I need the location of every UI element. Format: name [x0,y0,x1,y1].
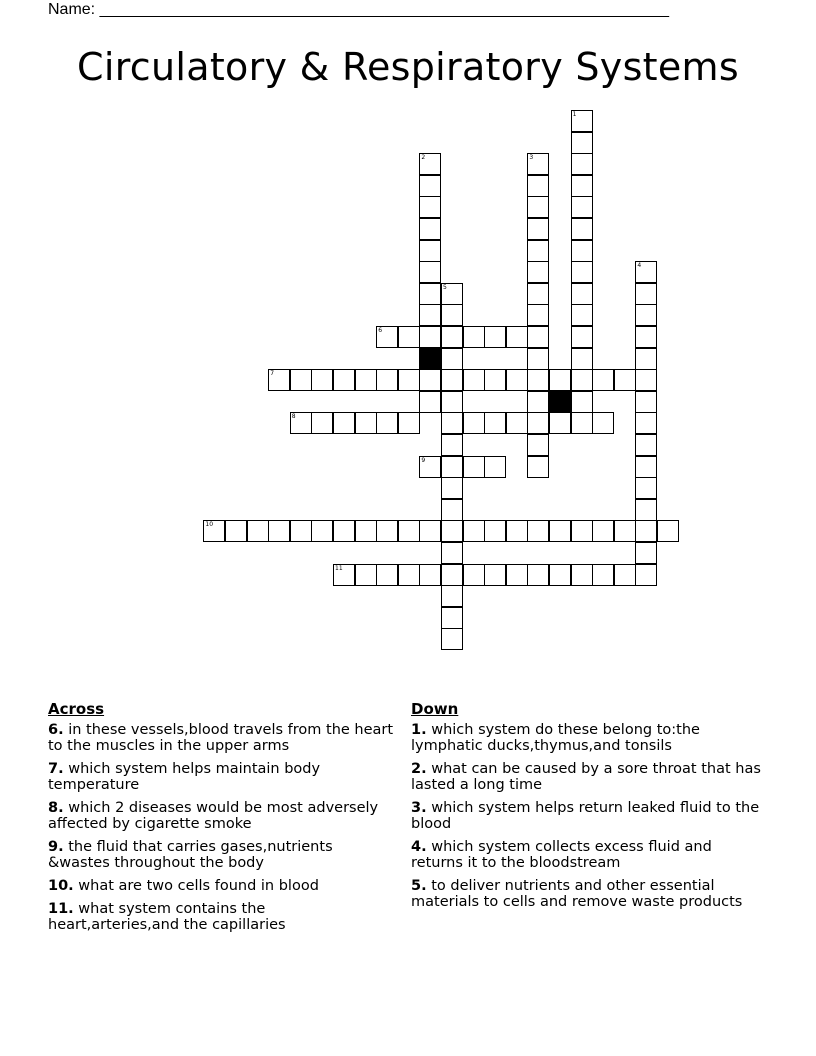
grid-cell[interactable] [290,520,312,542]
grid-cell[interactable] [635,261,657,283]
grid-cell[interactable] [311,369,333,391]
grid-cell[interactable] [419,240,441,262]
across-clue [48,901,398,933]
grid-cell[interactable] [419,304,441,326]
clue-text: to deliver nutrients and other essential materials to cells and remove waste products [411,878,743,910]
grid-cell[interactable] [527,520,549,542]
grid-cell[interactable] [592,412,614,434]
grid-cell[interactable] [441,564,463,586]
grid-cell[interactable] [527,196,549,218]
grid-cell[interactable] [441,607,463,629]
clue-number: 11 [335,564,343,572]
clue-text: what can be caused by a sore throat that has lasted a long time [411,761,761,793]
grid-cell[interactable] [549,369,571,391]
grid-cell[interactable] [419,218,441,240]
clue-number: 6 [378,327,383,334]
grid-cell[interactable] [527,391,549,413]
grid-cell[interactable] [527,261,549,283]
grid-cell[interactable] [635,477,657,499]
grid-cell[interactable] [203,520,225,542]
clue-number-label: 9. [48,839,64,855]
clue-number-label: 1. [411,722,427,738]
grid-cell[interactable] [571,326,593,348]
grid-cell[interactable] [571,261,593,283]
grid-cell[interactable] [635,434,657,456]
across-clue [48,839,398,871]
clue-text: which system helps maintain body temperature [48,761,321,793]
down-clues [411,700,761,917]
grid-cell[interactable] [571,218,593,240]
clue-number-label: 11. [48,901,74,917]
grid-cell[interactable] [571,132,593,154]
grid-cell[interactable] [441,585,463,607]
grid-cell[interactable] [527,153,549,175]
grid-cell[interactable] [549,564,571,586]
grid-cell[interactable] [376,326,398,348]
grid-cell[interactable] [441,520,463,542]
grid-cell[interactable] [333,520,355,542]
down-clue [411,761,761,793]
grid-cell[interactable] [614,520,636,542]
clue-number-label: 6. [48,722,64,738]
grid-cell[interactable] [419,456,441,478]
grid-cell[interactable] [419,369,441,391]
blocked-cell [549,391,571,413]
grid-cell[interactable] [571,348,593,370]
grid-cell[interactable] [635,456,657,478]
grid-cell[interactable] [571,391,593,413]
grid-cell[interactable] [419,261,441,283]
grid-cell[interactable] [376,369,398,391]
grid-cell[interactable] [571,110,593,132]
grid-cell[interactable] [441,412,463,434]
grid-cell[interactable] [506,369,528,391]
clue-text: which 2 diseases would be most adversely affected by cigarette smoke [48,800,379,832]
grid-cell[interactable] [376,520,398,542]
grid-cell[interactable] [527,326,549,348]
grid-cell[interactable] [419,391,441,413]
grid-cell[interactable] [527,564,549,586]
across-heading: Across [48,700,105,718]
grid-cell[interactable] [441,304,463,326]
grid-cell[interactable] [419,153,441,175]
clue-number-label: 4. [411,839,427,855]
down-heading: Down [411,700,459,718]
clue-number: 3 [529,154,534,162]
grid-cell[interactable] [419,283,441,305]
grid-cell[interactable] [484,369,506,391]
grid-cell[interactable] [311,520,333,542]
clue-number-label: 10. [48,878,74,894]
grid-cell[interactable] [571,175,593,197]
grid-cell[interactable] [419,564,441,586]
grid-cell[interactable] [527,456,549,478]
grid-cell[interactable] [247,520,269,542]
grid-cell[interactable] [571,240,593,262]
grid-cell[interactable] [398,564,420,586]
grid-cell[interactable] [441,542,463,564]
grid-cell[interactable] [635,520,657,542]
grid-cell[interactable] [506,520,528,542]
grid-cell[interactable] [484,520,506,542]
clue-text: which system helps return leaked fluid to the blood [411,800,760,832]
across-clue [48,878,398,894]
clue-text: which system do these belong to:the lymphatic ducks,thymus,and tonsils [411,722,700,754]
name-field[interactable]: Name: ________________________________________________________________ [48,1,670,18]
grid-cell[interactable] [355,412,377,434]
grid-cell[interactable] [635,412,657,434]
grid-cell[interactable] [506,326,528,348]
grid-cell[interactable] [592,520,614,542]
grid-cell[interactable] [463,564,485,586]
grid-cell[interactable] [419,326,441,348]
grid-cell[interactable] [419,520,441,542]
grid-cell[interactable] [333,369,355,391]
grid-cell[interactable] [635,304,657,326]
grid-cell[interactable] [463,326,485,348]
grid-cell[interactable] [376,564,398,586]
grid-cell[interactable] [419,175,441,197]
grid-cell[interactable] [355,520,377,542]
clue-text: what are two cells found in blood [73,878,319,894]
grid-cell[interactable] [419,196,441,218]
grid-cell[interactable] [549,520,571,542]
clue-number: 10 [205,521,214,529]
grid-cell[interactable] [635,326,657,348]
grid-cell[interactable] [571,520,593,542]
grid-cell[interactable] [527,283,549,305]
grid-cell[interactable] [635,283,657,305]
grid-cell[interactable] [441,499,463,521]
grid-cell[interactable] [527,434,549,456]
grid-cell[interactable] [635,348,657,370]
grid-cell[interactable] [463,369,485,391]
down-clue [411,878,761,910]
grid-cell[interactable] [268,520,290,542]
grid-cell[interactable] [398,369,420,391]
grid-cell[interactable] [441,283,463,305]
across-clues [48,700,398,940]
grid-cell[interactable] [484,326,506,348]
grid-cell[interactable] [311,412,333,434]
clue-text: which system collects excess fluid and returns it to the bloodstream [411,839,712,871]
across-clue [48,761,398,793]
grid-cell[interactable] [506,412,528,434]
grid-cell[interactable] [441,628,463,650]
grid-cell[interactable] [441,434,463,456]
grid-cell[interactable] [635,499,657,521]
grid-cell[interactable] [527,218,549,240]
grid-cell[interactable] [549,412,571,434]
grid-cell[interactable] [506,564,528,586]
across-clue-list [48,722,398,933]
clue-number: 4 [637,262,642,270]
grid-cell[interactable] [484,564,506,586]
clue-number-label: 2. [411,761,427,777]
clue-number: 1 [572,111,577,118]
grid-cell[interactable] [592,369,614,391]
grid-cell[interactable] [527,412,549,434]
grid-cell[interactable] [571,283,593,305]
puzzle-title: Circulatory & Respiratory Systems [77,45,739,89]
down-clue [411,839,761,871]
grid-cell[interactable] [441,348,463,370]
across-clue [48,800,398,832]
grid-cell[interactable] [463,520,485,542]
grid-cell[interactable] [376,412,398,434]
clue-number: 2 [421,154,426,162]
grid-cell[interactable] [657,520,679,542]
clue-number: 9 [421,456,426,464]
grid-cell[interactable] [614,564,636,586]
clue-number: 8 [291,413,296,421]
grid-cell[interactable] [571,196,593,218]
clue-number: 7 [270,370,275,378]
clue-text: the fluid that carries gases,nutrients &wastes throughout the body [48,839,333,871]
clue-number: 5 [443,283,447,291]
grid-cell[interactable] [441,456,463,478]
grid-cell[interactable] [463,412,485,434]
down-clue [411,722,761,754]
grid-cell[interactable] [571,412,593,434]
grid-cell[interactable] [398,412,420,434]
grid-cell[interactable] [463,456,485,478]
clue-text: in these vessels,blood travels from the heart to the muscles in the upper arms [48,722,394,754]
clue-number-label: 3. [411,800,427,816]
grid-cell[interactable] [441,326,463,348]
down-clue [411,800,761,832]
grid-cell[interactable] [592,564,614,586]
grid-cell[interactable] [527,240,549,262]
grid-cell[interactable] [527,348,549,370]
grid-cell[interactable] [268,369,290,391]
grid-cell[interactable] [398,326,420,348]
grid-cell[interactable] [290,412,312,434]
grid-cell[interactable] [635,369,657,391]
grid-cell[interactable] [419,348,441,370]
grid-cell[interactable] [441,391,463,413]
grid-cell[interactable] [441,369,463,391]
clue-number-label: 7. [48,761,64,777]
grid-cell[interactable] [571,153,593,175]
grid-cell[interactable] [527,175,549,197]
grid-cell[interactable] [571,369,593,391]
grid-cell[interactable] [635,564,657,586]
across-clue [48,722,398,754]
grid-cell[interactable] [635,391,657,413]
clue-text: what system contains the heart,arteries,and the capillaries [48,901,286,933]
grid-cell[interactable] [484,456,506,478]
grid-cell[interactable] [527,369,549,391]
grid-cell[interactable] [333,564,355,586]
grid-cell[interactable] [571,304,593,326]
grid-cell[interactable] [441,477,463,499]
grid-cell[interactable] [225,520,247,542]
clue-number-label: 8. [48,800,64,816]
clue-number-label: 5. [411,878,427,894]
grid-cell[interactable] [614,369,636,391]
grid-cell[interactable] [635,542,657,564]
grid-cell[interactable] [571,564,593,586]
grid-cell[interactable] [484,412,506,434]
grid-cell[interactable] [355,369,377,391]
grid-cell[interactable] [333,412,355,434]
grid-cell[interactable] [527,304,549,326]
down-clue-list [411,722,761,910]
grid-cell[interactable] [290,369,312,391]
grid-cell[interactable] [398,520,420,542]
grid-cell[interactable] [355,564,377,586]
